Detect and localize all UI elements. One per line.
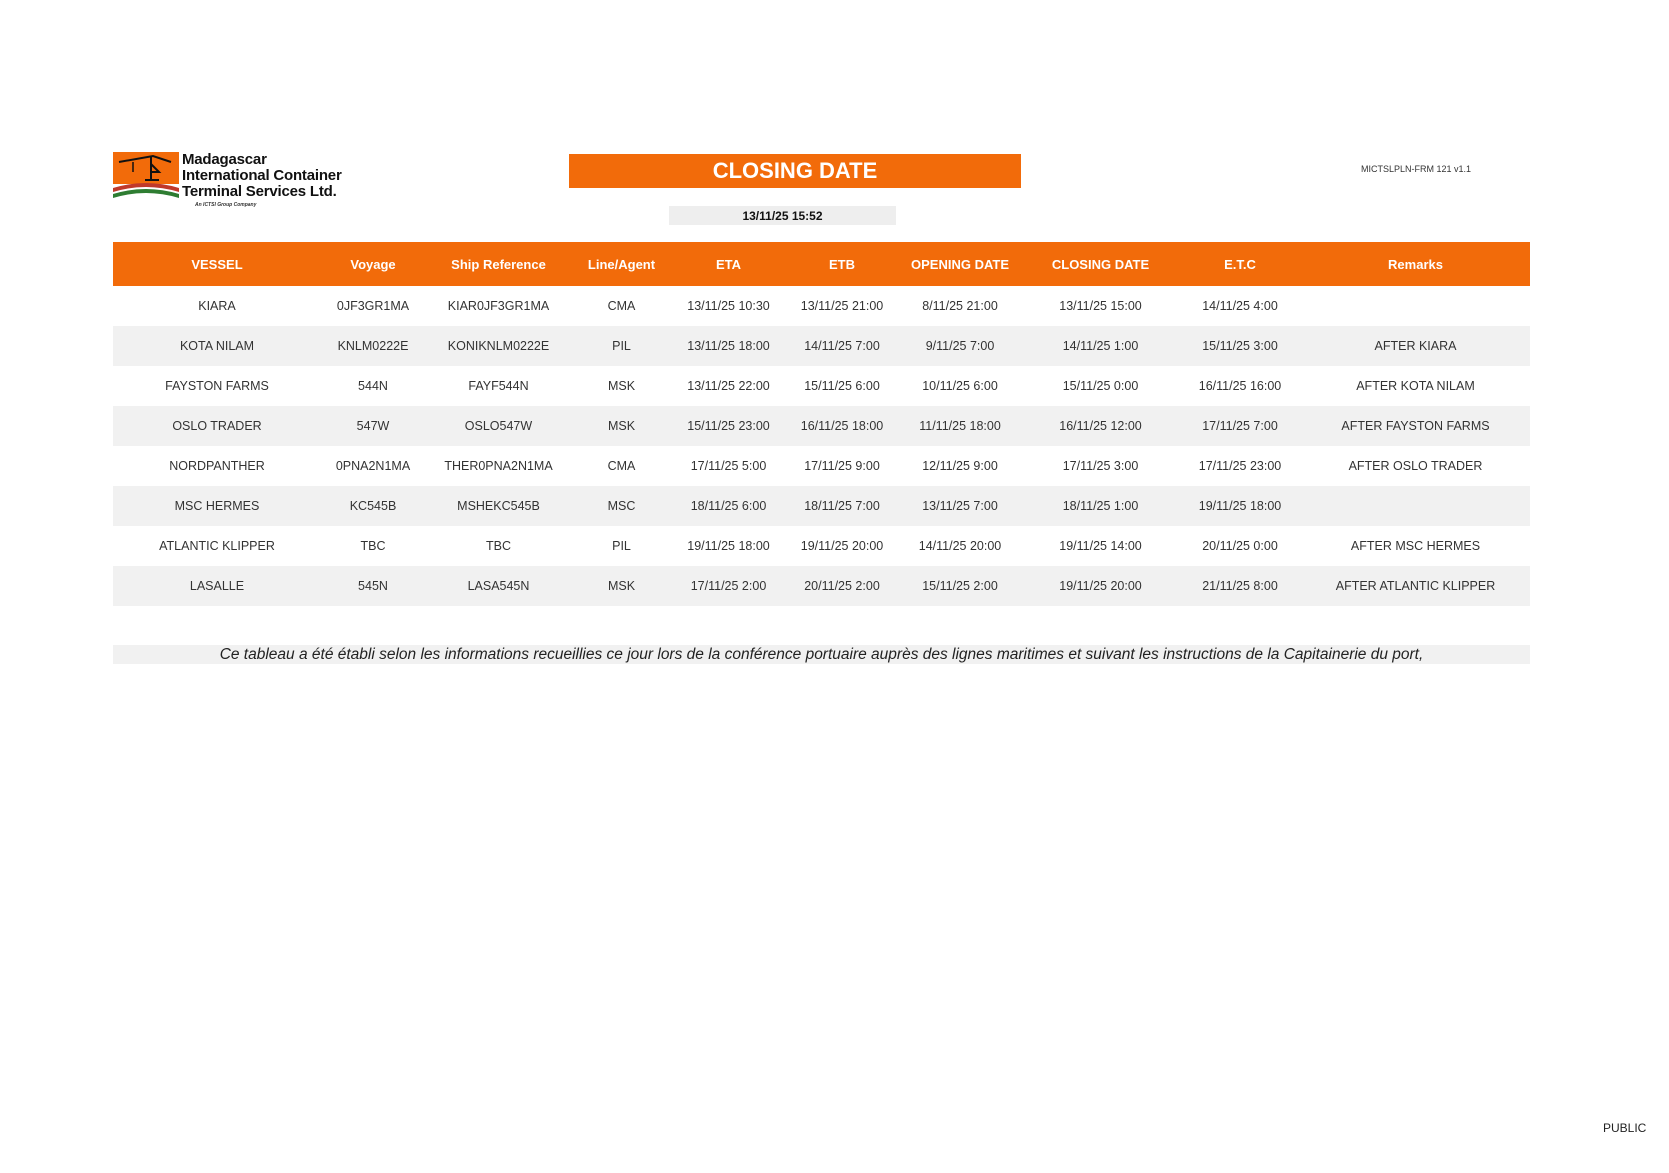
cell-opening-date: 9/11/25 7:00 [898, 326, 1022, 366]
cell-remarks [1301, 486, 1530, 526]
cell-line-agent: CMA [607, 459, 636, 473]
cell-remarks [1301, 286, 1530, 326]
cell-etc: 19/11/25 18:00 [1179, 486, 1301, 526]
crane-icon [113, 152, 179, 200]
cell-etb: 19/11/25 20:00 [800, 539, 884, 553]
cell-closing-date: 16/11/25 12:00 [1022, 406, 1179, 446]
cell-etb: 17/11/25 9:00 [804, 459, 880, 473]
classification-label: PUBLIC [1603, 1121, 1647, 1135]
cell-eta: 18/11/25 6:00 [671, 486, 786, 526]
company-logo [113, 152, 353, 212]
table-row [113, 406, 1530, 446]
cell-vessel: KOTA NILAM [113, 326, 321, 366]
cell-ship-reference: MSHEKC545B [425, 486, 572, 526]
cell-eta: 13/11/25 10:30 [687, 299, 770, 313]
footnote: Ce tableau a été établi selon les informations recueillies ce jour lors de la conférence portuaire auprès des lignes maritimes et suivant les instructions de la Capitainerie du port, [113, 645, 1530, 664]
cell-voyage: 547W [321, 406, 425, 446]
cell-ship-reference: OSLO547W [425, 406, 572, 446]
col-header-vessel: VESSEL [113, 242, 321, 286]
cell-etc: 17/11/25 7:00 [1179, 406, 1301, 446]
cell-etb: 16/11/25 18:00 [786, 406, 898, 446]
cell-eta: 13/11/25 18:00 [671, 326, 786, 366]
cell-closing-date: 15/11/25 0:00 [1062, 379, 1139, 393]
cell-line-agent: PIL [572, 326, 671, 366]
col-header-opening-date: OPENING DATE [898, 242, 1022, 286]
cell-vessel: ATLANTIC KLIPPER [159, 539, 275, 553]
table-header-row [113, 242, 1530, 286]
cell-etc: 15/11/25 3:00 [1179, 326, 1301, 366]
cell-opening-date: 8/11/25 21:00 [922, 299, 998, 313]
cell-vessel: FAYSTON FARMS [165, 379, 269, 393]
cell-voyage: 544N [358, 379, 388, 393]
cell-voyage: 0PNA2N1MA [335, 459, 411, 473]
cell-eta: 17/11/25 2:00 [671, 566, 786, 606]
cell-closing-date: 14/11/25 1:00 [1022, 326, 1179, 366]
cell-ship-reference: FAYF544N [468, 379, 529, 393]
cell-vessel: KIARA [198, 299, 236, 313]
cell-etb: 15/11/25 6:00 [804, 379, 880, 393]
cell-ship-reference: KIAR0JF3GR1MA [447, 299, 550, 313]
cell-vessel: LASALLE [113, 566, 321, 606]
cell-opening-date: 11/11/25 18:00 [898, 406, 1022, 446]
cell-opening-date: 13/11/25 7:00 [898, 486, 1022, 526]
cell-closing-date: 17/11/25 3:00 [1062, 459, 1139, 473]
cell-voyage: 545N [321, 566, 425, 606]
closing-date-table [113, 242, 1530, 606]
cell-voyage: TBC [360, 539, 386, 553]
cell-line-agent: MSC [572, 486, 671, 526]
col-header-etb: ETB [786, 242, 898, 286]
cell-voyage: 0JF3GR1MA [336, 299, 410, 313]
table-row [113, 286, 1530, 326]
cell-line-agent: PIL [612, 539, 631, 553]
cell-closing-date: 19/11/25 14:00 [1059, 539, 1142, 553]
cell-etb: 14/11/25 7:00 [786, 326, 898, 366]
cell-remarks: AFTER KIARA [1301, 326, 1530, 366]
col-header-etc: E.T.C [1179, 242, 1301, 286]
cell-eta: 15/11/25 23:00 [671, 406, 786, 446]
col-header-ship-reference: Ship Reference [425, 242, 572, 286]
cell-eta: 13/11/25 22:00 [687, 379, 770, 393]
col-header-closing-date: CLOSING DATE [1022, 242, 1179, 286]
cell-opening-date: 10/11/25 6:00 [922, 379, 998, 393]
page-title: CLOSING DATE [569, 154, 1021, 188]
cell-etc: 16/11/25 16:00 [1198, 379, 1282, 393]
table-row [113, 326, 1530, 366]
cell-remarks: AFTER ATLANTIC KLIPPER [1301, 566, 1530, 606]
cell-line-agent: MSK [572, 406, 671, 446]
logo-line-1: Madagascar [182, 151, 267, 168]
cell-vessel: NORDPANTHER [169, 459, 265, 473]
col-header-eta: ETA [671, 242, 786, 286]
table-row [113, 366, 1530, 406]
col-header-line-agent: Line/Agent [572, 242, 671, 286]
cell-etb: 20/11/25 2:00 [786, 566, 898, 606]
report-timestamp: 13/11/25 15:52 [669, 206, 896, 225]
cell-closing-date: 13/11/25 15:00 [1059, 299, 1142, 313]
cell-remarks: AFTER KOTA NILAM [1356, 379, 1475, 393]
cell-etb: 18/11/25 7:00 [786, 486, 898, 526]
cell-etc: 14/11/25 4:00 [1202, 299, 1278, 313]
cell-remarks: AFTER OSLO TRADER [1348, 459, 1483, 473]
cell-line-agent: CMA [607, 299, 636, 313]
logo-wordmark [182, 152, 342, 200]
cell-remarks: AFTER MSC HERMES [1350, 539, 1481, 553]
cell-ship-reference: TBC [486, 539, 511, 553]
table-row [113, 486, 1530, 526]
logo-line-2: International Container [182, 167, 342, 184]
cell-ship-reference: KONIKNLM0222E [425, 326, 572, 366]
logo-line-3: Terminal Services Ltd. [182, 183, 337, 200]
cell-voyage: KNLM0222E [321, 326, 425, 366]
col-header-remarks: Remarks [1301, 242, 1530, 286]
cell-etc: 20/11/25 0:00 [1202, 539, 1278, 553]
cell-vessel: MSC HERMES [113, 486, 321, 526]
cell-eta: 19/11/25 18:00 [687, 539, 770, 553]
cell-ship-reference: THER0PNA2N1MA [444, 459, 553, 473]
cell-ship-reference: LASA545N [425, 566, 572, 606]
cell-closing-date: 19/11/25 20:00 [1022, 566, 1179, 606]
cell-voyage: KC545B [321, 486, 425, 526]
table-row [113, 566, 1530, 606]
cell-line-agent: MSK [607, 379, 636, 393]
cell-remarks: AFTER FAYSTON FARMS [1301, 406, 1530, 446]
cell-opening-date: 14/11/25 20:00 [918, 539, 1002, 553]
col-header-voyage: Voyage [321, 242, 425, 286]
table-row [113, 526, 1530, 566]
cell-etb: 13/11/25 21:00 [800, 299, 884, 313]
cell-line-agent: MSK [572, 566, 671, 606]
logo-tagline: An ICTSI Group Company [195, 202, 257, 208]
cell-etc: 17/11/25 23:00 [1198, 459, 1282, 473]
form-code: MICTSLPLN-FRM 121 v1.1 [1361, 164, 1472, 174]
cell-closing-date: 18/11/25 1:00 [1022, 486, 1179, 526]
cell-opening-date: 12/11/25 9:00 [922, 459, 998, 473]
cell-opening-date: 15/11/25 2:00 [898, 566, 1022, 606]
table-row [113, 446, 1530, 486]
cell-etc: 21/11/25 8:00 [1179, 566, 1301, 606]
cell-eta: 17/11/25 5:00 [690, 459, 767, 473]
cell-vessel: OSLO TRADER [113, 406, 321, 446]
